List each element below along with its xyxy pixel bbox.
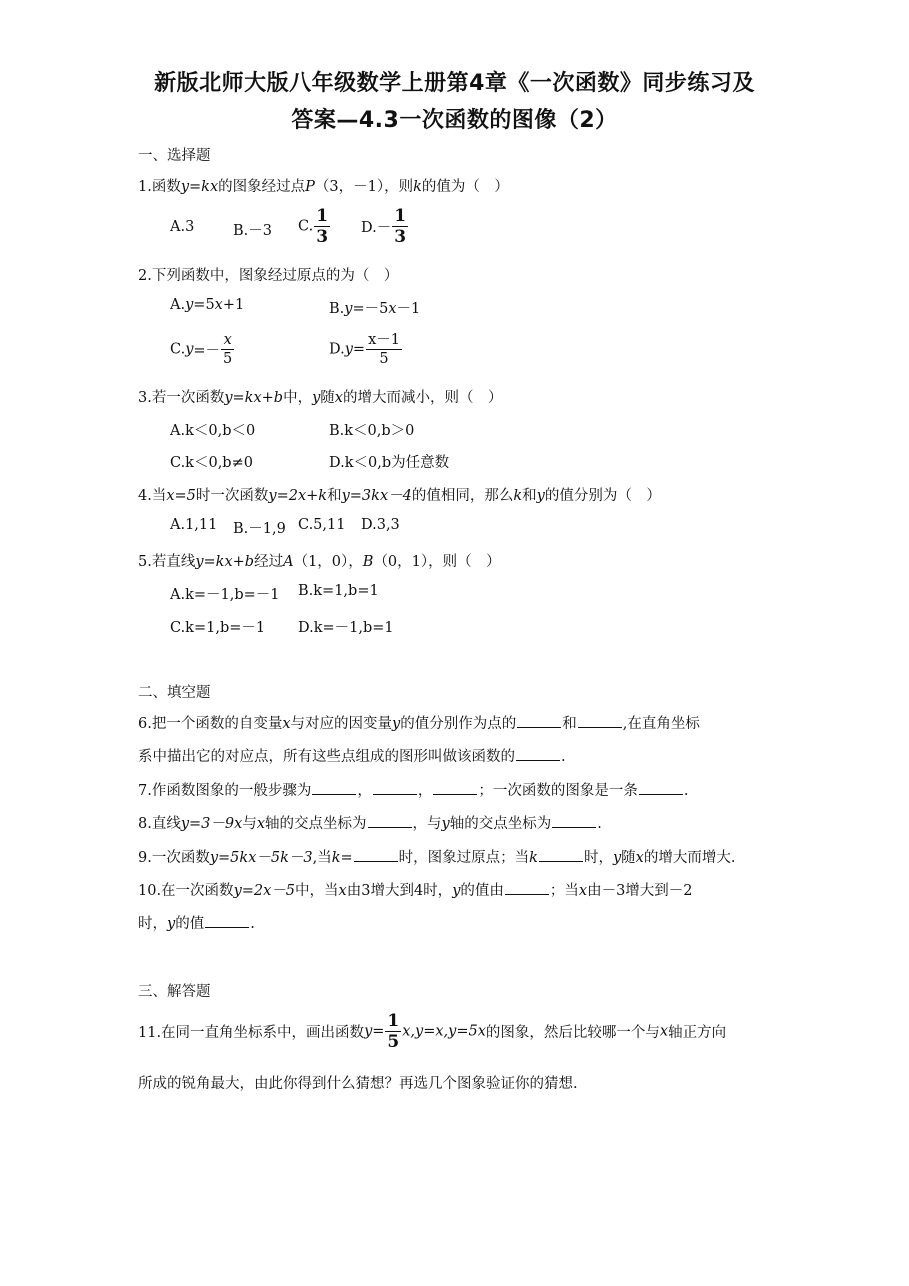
- q4-option-c: C.5,11: [298, 517, 346, 533]
- title-line-2: 答案—4.3一次函数的图像（2）: [291, 108, 618, 133]
- answer-blank: [517, 726, 561, 728]
- q1-option-a: A.3: [170, 219, 195, 235]
- fraction: $\frac{1}{5}$: [387, 1011, 400, 1052]
- section-heading-fill: 二、填空题: [138, 685, 211, 701]
- section-heading-answer: 三、解答题: [138, 984, 211, 1000]
- q2-option-a: A.y=5x+1: [170, 297, 245, 313]
- answer-blank: [368, 826, 412, 828]
- q4-option-b: B.－1,9: [233, 521, 286, 537]
- question-7: 7.作函数图象的一般步骤为 ， ， ；一次函数的图象是一条 .: [138, 783, 689, 799]
- q2-option-b: B.y=－5x－1: [329, 301, 421, 317]
- answer-blank: [539, 860, 583, 862]
- question-10-line-2: 时，y的值 .: [138, 916, 255, 932]
- q1-option-b: B.－3: [233, 223, 272, 239]
- answer-blank: [373, 793, 417, 795]
- q5-option-d: D.k=－1,b=1: [298, 620, 394, 636]
- question-11-line-1: 11.在同一直角坐标系中，画出函数y= $\frac{1}{5}$ x,y=x,y=5x的图象，然后比较哪一个与x轴正方向: [138, 1011, 727, 1052]
- title-line-1: 新版北师大版八年级数学上册第4章《一次函数》同步练习及: [154, 71, 755, 96]
- question-8: 8.直线y=3－9x与x轴的交点坐标为 ，与y轴的交点坐标为 .: [138, 816, 602, 832]
- q1-option-c: C. $\frac{1}{3}$: [298, 206, 329, 247]
- question-2-stem: 2.下列函数中，图象经过原点的为（ ）: [138, 268, 399, 284]
- question-6-line-1: 6.把一个函数的自变量x与对应的因变量y的值分别作为点的 和 ,在直角坐标: [138, 716, 700, 732]
- q3-option-d: D.k＜0,b为任意数: [329, 455, 450, 471]
- answer-blank: [433, 793, 477, 795]
- q5-option-b: B.k=1,b=1: [298, 583, 379, 599]
- question-9: 9.一次函数y=5kx－5k－3,当k= 时，图象过原点；当k 时，y随x的增大而增大.: [138, 850, 736, 866]
- answer-blank: [516, 759, 560, 761]
- question-11-line-2: 所成的锐角最大，由此你得到什么猜想？再选几个图象验证你的猜想.: [138, 1076, 578, 1092]
- fraction: $\frac{x-1}{5}$: [368, 332, 400, 367]
- q3-option-a: A.k＜0,b＜0: [170, 423, 256, 439]
- q5-option-c: C.k=1,b=－1: [170, 620, 266, 636]
- q4-option-a: A.1,11: [170, 517, 218, 533]
- answer-blank: [505, 893, 549, 895]
- q3-option-b: B.k＜0,b＞0: [329, 423, 415, 439]
- q1-option-d: D.－ $\frac{1}{3}$: [361, 206, 407, 247]
- question-6-line-2: 系中描出它的对应点，所有这些点组成的图形叫做该函数的 .: [138, 749, 566, 765]
- q2-option-d: D.y= $\frac{x-1}{5}$: [329, 332, 400, 367]
- q4-option-d: D.3,3: [361, 517, 400, 533]
- fraction: $\frac{x}{5}$: [223, 332, 233, 367]
- question-1-stem: 1.函数y=kx的图象经过点P（3，－1），则k的值为（ ）: [138, 179, 509, 195]
- fraction: $\frac{1}{3}$: [316, 206, 329, 247]
- q2-option-c: C.y=－ $\frac{x}{5}$: [170, 332, 233, 367]
- answer-blank: [578, 726, 622, 728]
- answer-blank: [354, 860, 398, 862]
- q5-option-a: A.k=－1,b=－1: [170, 587, 280, 603]
- question-4-stem: 4.当x=5时一次函数y=2x+k和y=3kx－4的值相同，那么k和y的值分别为（ ）: [138, 488, 661, 504]
- answer-blank: [312, 793, 356, 795]
- question-5-stem: 5.若直线y=kx+b经过A（1，0），B（0，1），则（ ）: [138, 554, 501, 570]
- fraction: $\frac{1}{3}$: [394, 206, 407, 247]
- q3-option-c: C.k＜0,b≠0: [170, 455, 253, 471]
- question-3-stem: 3.若一次函数y=kx+b中，y随x的增大而减小，则（ ）: [138, 390, 503, 406]
- answer-blank: [639, 793, 683, 795]
- answer-blank: [552, 826, 596, 828]
- section-heading-choice: 一、选择题: [138, 148, 211, 164]
- answer-blank: [205, 926, 249, 928]
- question-10-line-1: 10.在一次函数y=2x－5中，当x由3增大到4时，y的值由 ；当x由－3增大到－2: [138, 883, 693, 899]
